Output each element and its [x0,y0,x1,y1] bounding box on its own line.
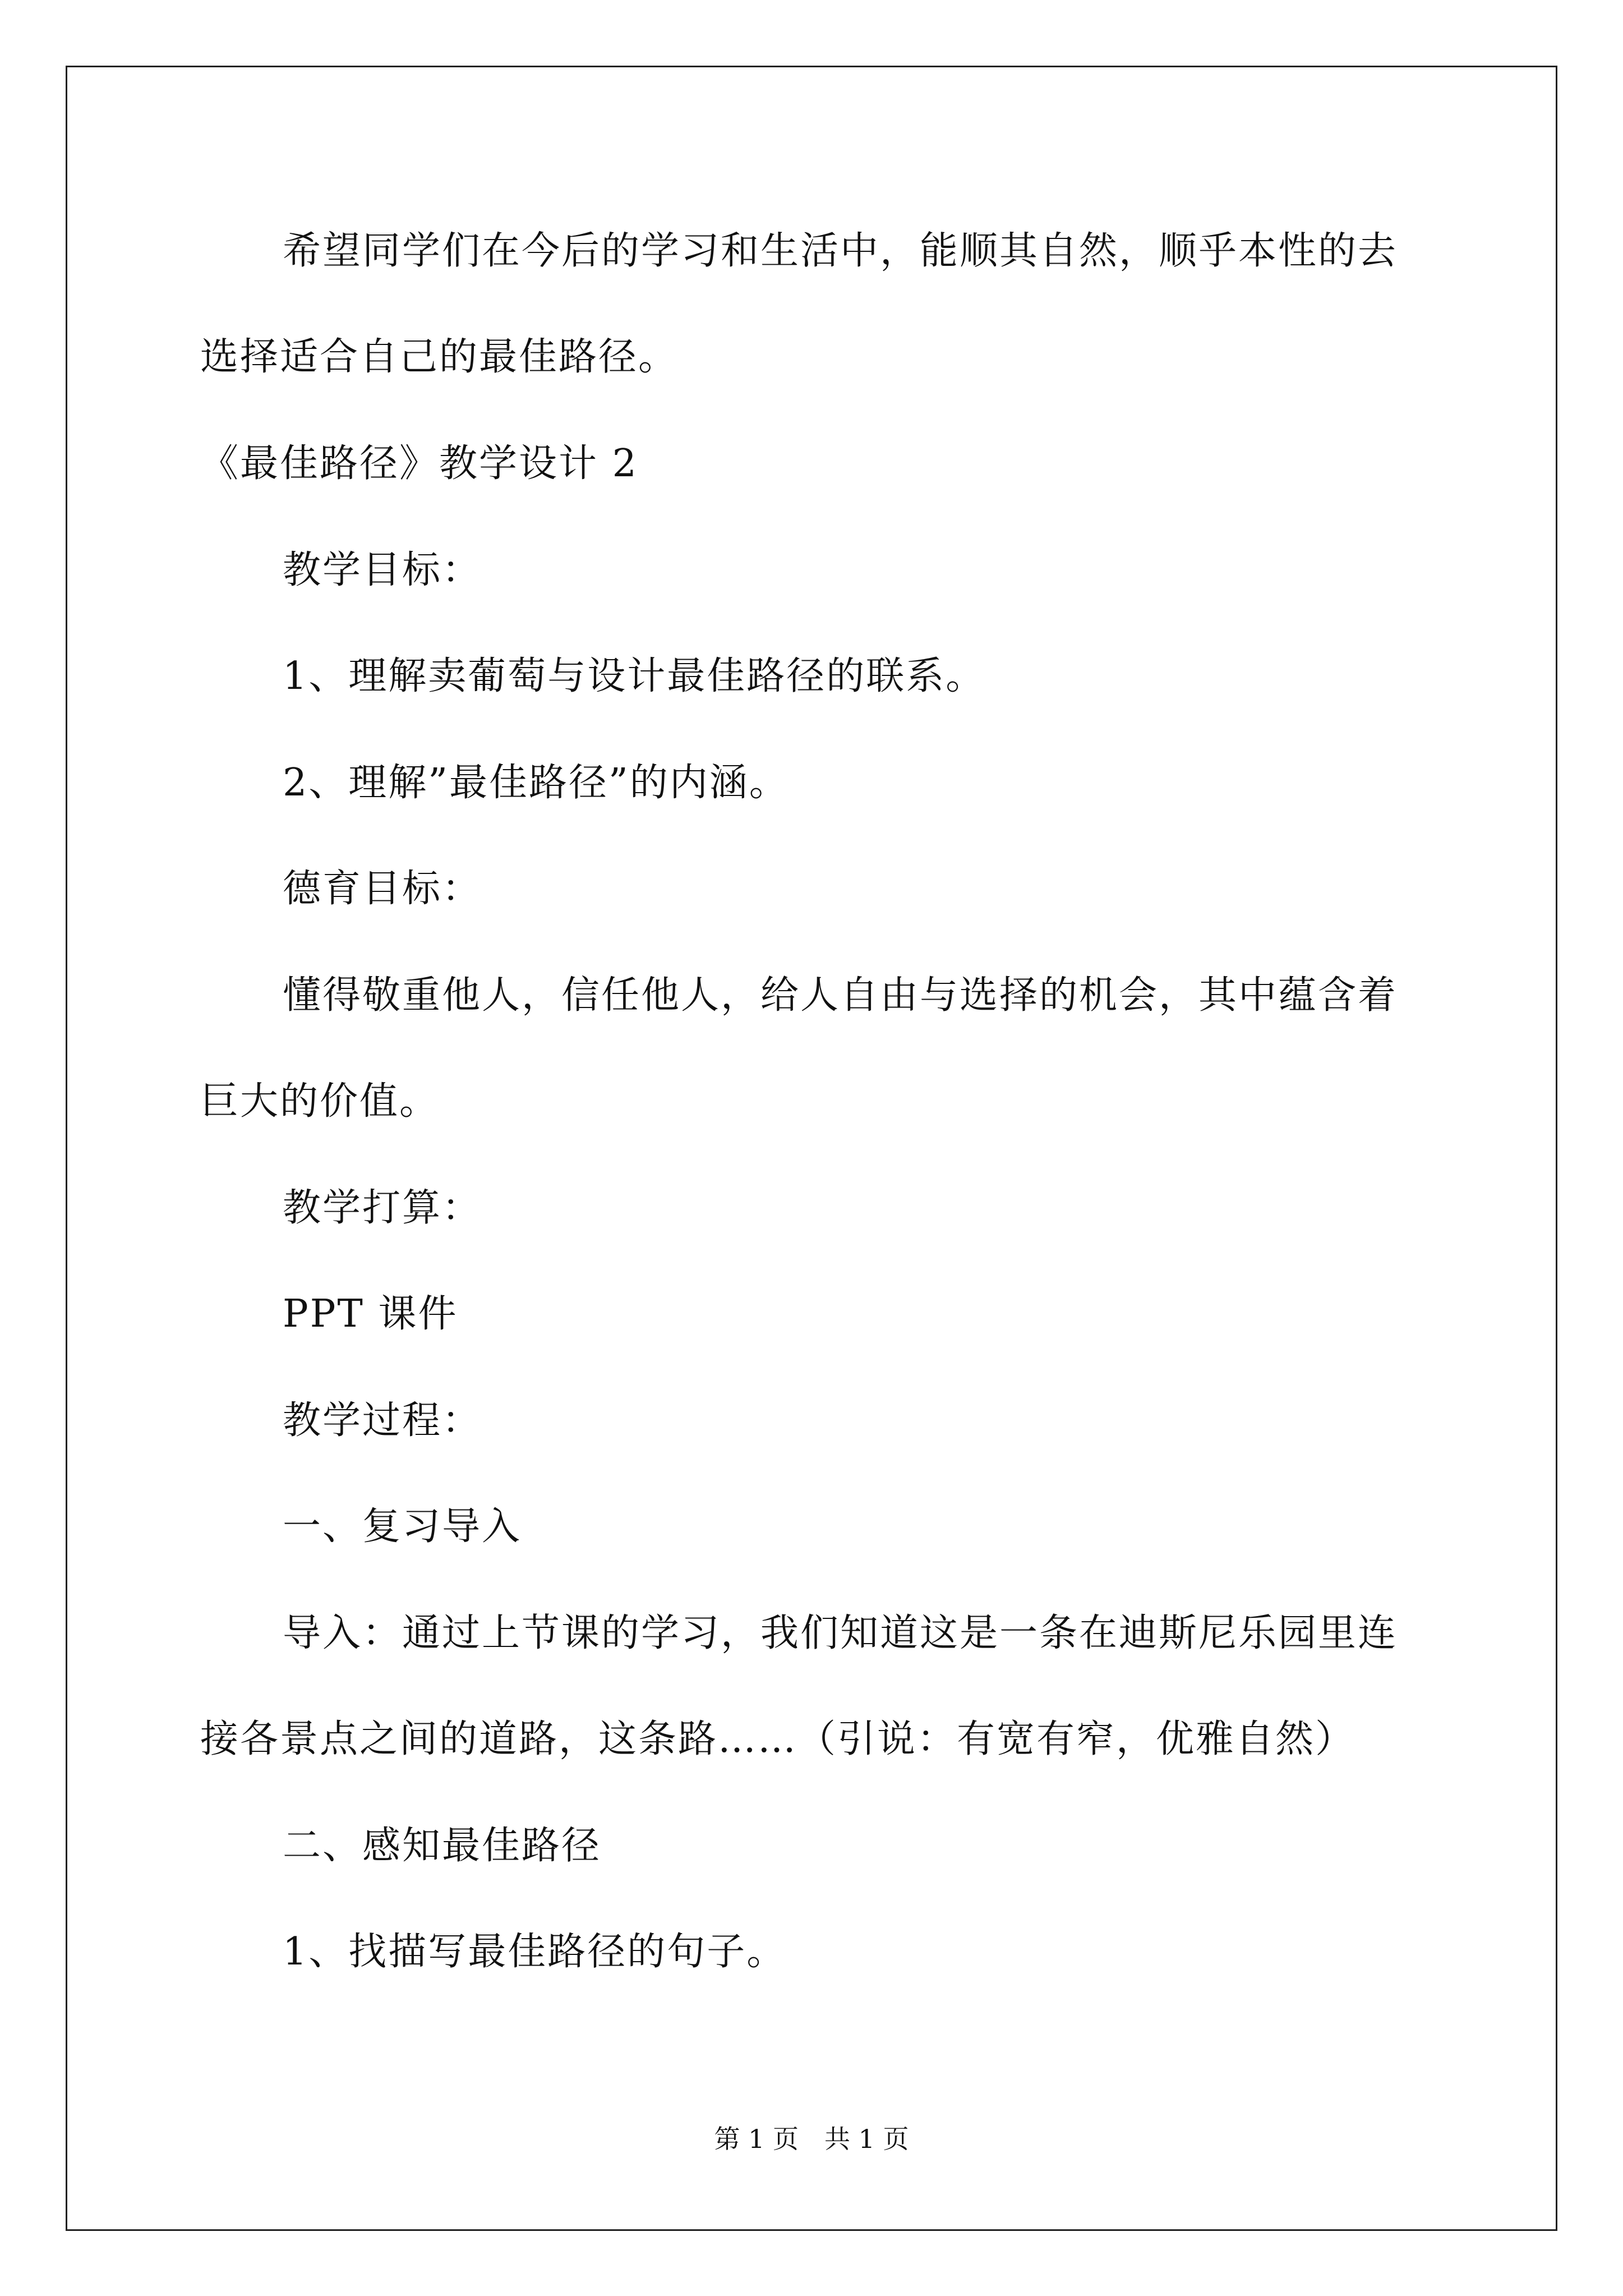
paragraph-line: 1、找描写最佳路径的句子。 [283,1930,787,1974]
paragraph-line: 教学打算： [283,1186,482,1230]
paragraph-line: 选择适合自己的最佳路径。 [200,335,679,379]
paragraph-line: 懂得敬重他人，信任他人，给人自由与选择的机会，其中蕴含着 [283,973,1398,1018]
section-heading: 《最佳路径》教学设计 2 [200,441,638,486]
paragraph-line: 二、感知最佳路径 [283,1824,602,1868]
paragraph-line: 德育目标： [283,867,482,911]
paragraph-line: PPT 课件 [283,1292,458,1336]
paragraph-line: 导入：通过上节课的学习，我们知道这是一条在迪斯尼乐园里连 [283,1611,1398,1655]
paragraph-line: 2、理解”最佳路径”的内涵。 [283,761,789,805]
paragraph-line: 1、理解卖葡萄与设计最佳路径的联系。 [283,654,986,698]
paragraph-line: 教学目标： [283,548,482,592]
paragraph-line: 教学过程： [283,1398,482,1443]
page-footer: 第 1 页 共 1 页 [714,2124,909,2154]
paragraph-line: 希望同学们在今后的学习和生活中，能顺其自然，顺乎本性的去 [283,229,1398,273]
paragraph-line: 接各景点之间的道路，这条路……（引说：有宽有窄，优雅自然） [200,1717,1355,1761]
page-border [66,66,1557,2231]
paragraph-line: 一、复习导入 [283,1504,522,1549]
paragraph-line: 巨大的价值。 [200,1079,440,1124]
